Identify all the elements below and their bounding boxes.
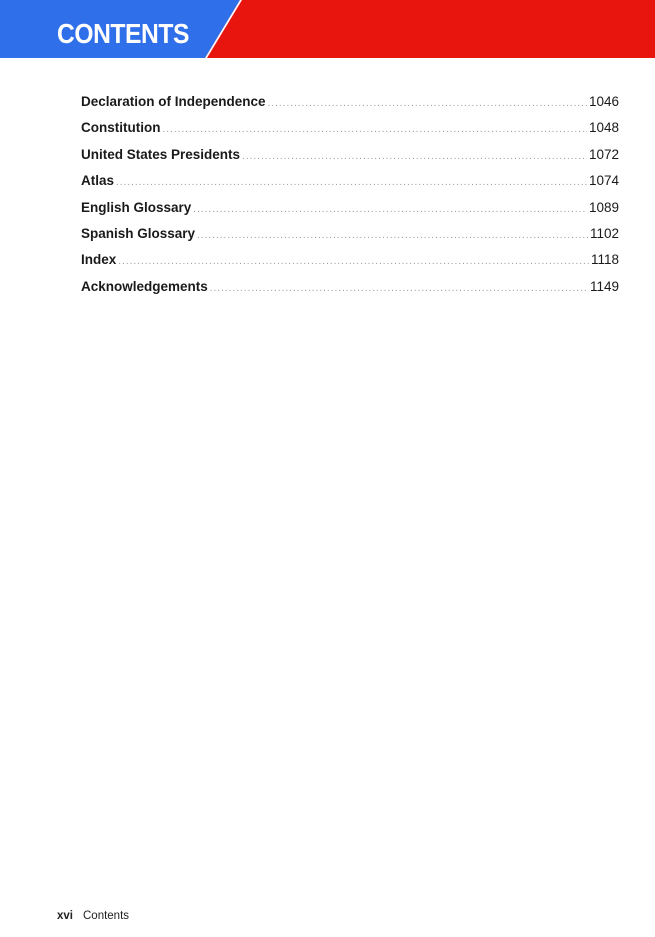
dot-leader bbox=[193, 204, 587, 215]
toc-entry-label: Constitution bbox=[81, 120, 161, 136]
dot-leader bbox=[118, 256, 589, 267]
toc-entry-page: 1118 bbox=[590, 252, 619, 268]
footer-section: Contents bbox=[83, 910, 130, 922]
footer-page-number: xvi bbox=[57, 910, 73, 922]
toc-entry[interactable] bbox=[81, 173, 619, 199]
dot-leader bbox=[268, 98, 587, 109]
dot-leader bbox=[162, 124, 586, 135]
page-title: CONTENTS bbox=[57, 18, 189, 49]
header-banner bbox=[0, 0, 655, 58]
toc-entry-label: United States Presidents bbox=[81, 146, 241, 162]
toc-entry[interactable] bbox=[81, 279, 619, 305]
toc-entry-page: 1089 bbox=[588, 199, 619, 215]
toc-entry[interactable] bbox=[81, 147, 619, 173]
toc-entry-page: 1074 bbox=[588, 173, 619, 189]
toc-entry[interactable] bbox=[81, 200, 619, 226]
toc-entry-page: 1102 bbox=[589, 225, 619, 241]
page-footer bbox=[57, 910, 129, 922]
toc-entry[interactable] bbox=[81, 252, 619, 278]
toc-entry-label: Spanish Glossary bbox=[81, 225, 196, 241]
dot-leader bbox=[116, 177, 587, 188]
dot-leader bbox=[242, 151, 587, 162]
table-of-contents bbox=[81, 94, 619, 305]
toc-entry-page: 1149 bbox=[589, 278, 619, 294]
toc-entry-page: 1072 bbox=[588, 146, 619, 162]
toc-entry-label: Acknowledgements bbox=[81, 278, 208, 294]
toc-entry[interactable] bbox=[81, 120, 619, 146]
toc-entry-page: 1046 bbox=[588, 94, 619, 109]
toc-entry[interactable] bbox=[81, 94, 619, 120]
toc-entry-label: Index bbox=[81, 252, 117, 268]
dot-leader bbox=[210, 283, 588, 294]
toc-entry-label: Declaration of Independence bbox=[81, 94, 266, 109]
dot-leader bbox=[197, 230, 588, 241]
toc-entry-page: 1048 bbox=[588, 120, 619, 136]
toc-entry-label: English Glossary bbox=[81, 199, 192, 215]
toc-entry[interactable] bbox=[81, 226, 619, 252]
toc-entry-label: Atlas bbox=[81, 173, 115, 189]
